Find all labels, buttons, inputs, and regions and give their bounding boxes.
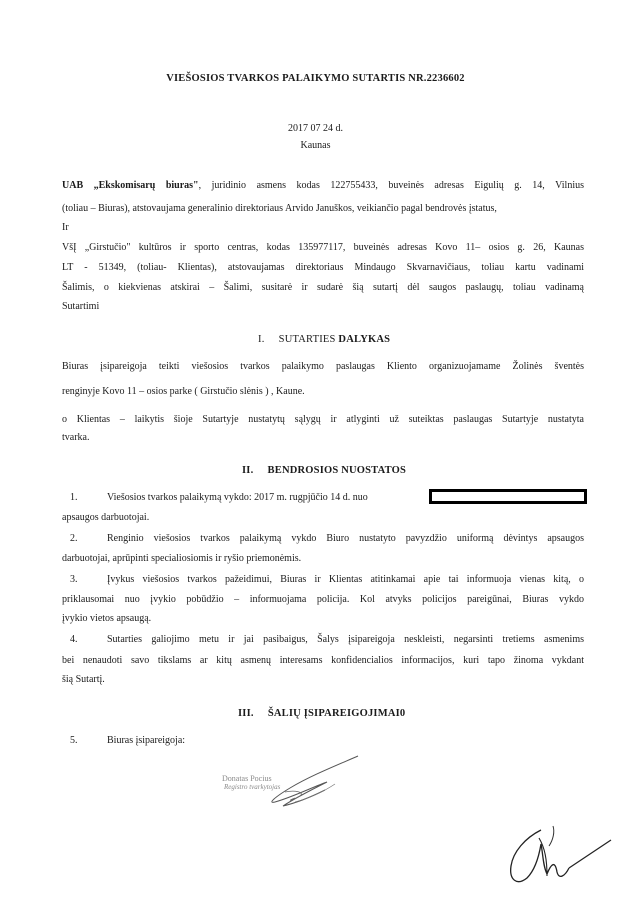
intro-line-5: LT - 51349, (toliau- Klientas), atstovaujamas direktoriaus Mindaugo Skvarnavičiaus, toliau kartu vadinami (62, 262, 584, 273)
section-3-heading (238, 708, 405, 719)
item-1-line-2: apsaugos darbuotojai. (62, 512, 150, 523)
document-city: Kaunas (300, 140, 331, 151)
item-3-line-3: įvykio vietos apsaugą. (62, 613, 152, 624)
section-1-p2-line-2: tvarka. (62, 432, 90, 443)
item-2-line-1: Renginio viešosios tvarkos palaikymą vykdo Biuro nustatyto pavyzdžio uniformą dėvintys apsaugos (107, 533, 584, 544)
item-5-text: Biuras įsipareigoja: (107, 735, 186, 746)
section-1-title-a: SUTARTIES (278, 334, 336, 345)
item-3-number: 3. (70, 574, 78, 585)
intro-line-2: (toliau – Biuras), atstovaujama generalinio direktoriaus Arvido Januškos, veikiančio pagal bendrovės įstatus, (62, 203, 497, 214)
signature-2 (495, 820, 615, 900)
intro-line-1-rest: , juridinio asmens kodas 122755433, buveinės adresas Eigulių g. 14, Vilnius (198, 180, 584, 191)
item-1-number: 1. (70, 492, 78, 503)
stamp-name: Donatas Pocius (222, 774, 272, 783)
item-5-number: 5. (70, 735, 78, 746)
document-date: 2017 07 24 d. (288, 123, 343, 134)
section-1-p1-line-1: Biuras įsipareigoja teikti viešosios tvarkos palaikymo paslaugas Kliento organizuojamame Žolinės šventės (62, 361, 584, 372)
intro-line-1 (62, 180, 584, 192)
intro-line-3: Ir (62, 222, 69, 233)
intro-line-7: Sutartimi (62, 301, 100, 312)
redaction-box (429, 489, 587, 504)
section-1-p2-line-1: o Klientas – laikytis šioje Sutartyje nustatytų sąlygų ir atlyginti už suteiktas paslaugas Sutartyje nustatyta (62, 414, 584, 425)
item-4-line-1: Sutarties galiojimo metu ir jai pasibaigus, Šalys įsipareigoja neskleisti, negarsinti tretiems asmenims (107, 634, 584, 645)
section-2-heading (242, 465, 406, 476)
intro-company-name: UAB „Ekskomisarų biuras" (62, 180, 199, 191)
redaction-box-inner (432, 492, 584, 501)
item-2-line-2: darbuotojai, aprūpinti specialiosiomis ir ryšio priemonėmis. (62, 553, 302, 564)
item-2-number: 2. (70, 533, 78, 544)
section-1-heading (258, 334, 390, 345)
document-title: VIEŠOSIOS TVARKOS PALAIKYMO SUTARTIS NR.2236602 (166, 73, 465, 84)
item-1-line-1: Viešosios tvarkos palaikymą vykdo: 2017 m. rugpjūčio 14 d. nuo (107, 492, 368, 503)
stamp-subtitle: Registro tvarkytojas (224, 783, 281, 791)
item-3-line-2: priklausomai nuo įvykio pobūdžio – informuojama policija. Kol atvyks policijos pareigūnai, Biuras vykdo (62, 594, 584, 605)
section-1-p1-line-2: renginyje Kovo 11 – osios parke ( Girstučio slėnis ) , Kaune. (62, 386, 305, 397)
intro-line-6: Šalimis, o kiekvienas atskirai – Šalimi, susitarė ir sudarė šią sutartį dėl saugos paslaugų, toliau vadinamą (62, 282, 584, 293)
section-3-title: ŠALIŲ ĮSIPAREIGOJIMAI0 (267, 708, 406, 719)
item-3-line-1: Įvykus viešosios tvarkos pažeidimui, Biuras ir Klientas atitinkamai apie tai informuoja vienas kitą, o (107, 574, 584, 585)
item-4-number: 4. (70, 634, 78, 645)
section-2-number: II. (242, 465, 254, 476)
signature-1 (255, 752, 365, 814)
section-2-title: BENDROSIOS NUOSTATOS (267, 465, 407, 476)
section-1-title-b: DALYKAS (338, 334, 391, 345)
intro-line-4: VšĮ „Girstučio" kultūros ir sporto centras, kodas 135977117, buveinės adresas Kovo 11– osios g. 26, Kaunas (62, 242, 584, 253)
item-4-line-2: bei nenaudoti savo tikslams ar kitų asmenų interesams konfidencialios informacijos, kuri tapo žinoma vykdant (62, 655, 584, 666)
item-4-line-3: šią Sutartį. (62, 674, 105, 685)
section-3-number: III. (238, 708, 254, 719)
section-1-number: I. (258, 334, 265, 345)
